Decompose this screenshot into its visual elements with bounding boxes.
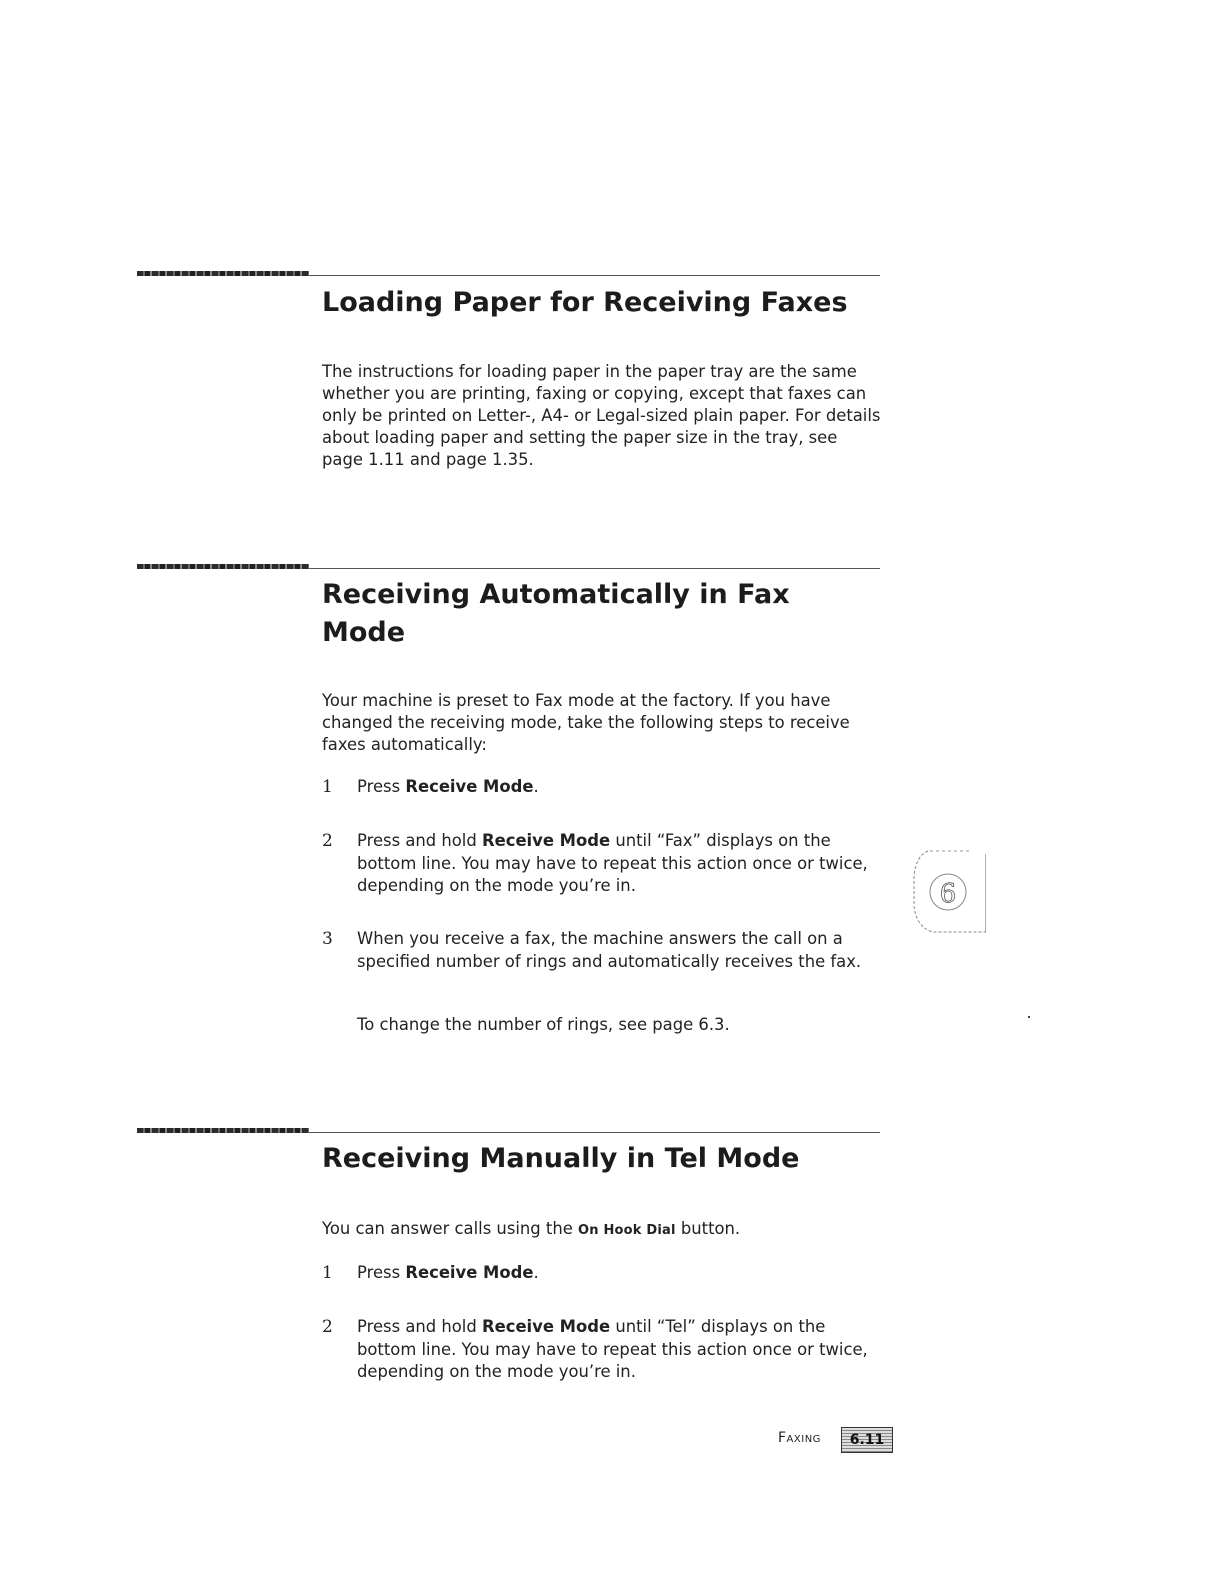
step-text: When you receive a fax, the machine answers the call on a specified number of rings and automatically receives the fax. — [357, 929, 862, 971]
section-divider — [137, 1125, 880, 1137]
step-item — [322, 928, 882, 973]
section-heading-loading-paper: Loading Paper for Receiving Faxes — [322, 287, 848, 318]
step-text: Press and hold — [357, 831, 482, 850]
footer-chapter-label: Faxing — [778, 1430, 821, 1446]
step-text: until “Tel” displays on the bottom line. You may have to repeat this action once or twice, depending on the mode you’re in. — [357, 1317, 868, 1381]
step-button-name: Receive Mode — [481, 831, 611, 850]
step-number: 2 — [322, 831, 333, 851]
step-number: 3 — [322, 929, 333, 949]
step-button-name: Receive Mode — [481, 1317, 611, 1336]
on-hook-dial-button-name: On Hook Dial — [578, 1223, 676, 1238]
section-body-receiving-automatically: Your machine is preset to Fax mode at the factory. If you have changed the receiving mode, take the following steps to receive faxes automatically: — [322, 691, 850, 754]
chapter-tab-icon — [908, 846, 986, 936]
scan-speck — [1028, 1016, 1030, 1018]
step-text: Press — [357, 1263, 406, 1282]
section-divider — [137, 268, 880, 280]
step-number: 1 — [322, 1263, 333, 1283]
step-text: Press — [357, 777, 406, 796]
section-heading-receiving-automatically: Receiving Automatically in Fax Mode — [322, 579, 790, 648]
step-text: Press and hold — [357, 1317, 482, 1336]
step-note: To change the number of rings, see page 6.3. — [357, 1015, 730, 1034]
step-item — [322, 776, 882, 799]
step-text: until “Fax” displays on the bottom line. You may have to repeat this action once or twice, depending on the mode you’re in. — [357, 831, 868, 895]
section-body-receiving-manually — [322, 1218, 882, 1242]
chapter-tab-number: 6 — [939, 879, 957, 909]
step-text: . — [533, 1263, 539, 1282]
step-number: 2 — [322, 1317, 333, 1337]
section-body-loading-paper: The instructions for loading paper in the paper tray are the same whether you are printing, faxing or copying, except that faxes can only be printed on Letter-, A4- or Legal-sized plain paper. For details about loading paper and setting the paper size in the tray, see page 1.11 and page 1.35. — [322, 362, 881, 469]
step-text: . — [533, 777, 539, 796]
step-item — [322, 830, 882, 898]
section-heading-receiving-manually: Receiving Manually in Tel Mode — [322, 1143, 800, 1174]
step-number: 1 — [322, 777, 333, 797]
body-text: button. — [675, 1219, 741, 1238]
step-button-name: Receive Mode — [405, 1263, 534, 1282]
step-button-name: Receive Mode — [405, 777, 534, 796]
step-item — [322, 1262, 882, 1285]
section-divider — [137, 561, 880, 573]
step-item — [322, 1316, 882, 1384]
body-text: You can answer calls using the — [322, 1219, 579, 1238]
page-number: 6.11 — [841, 1427, 893, 1453]
